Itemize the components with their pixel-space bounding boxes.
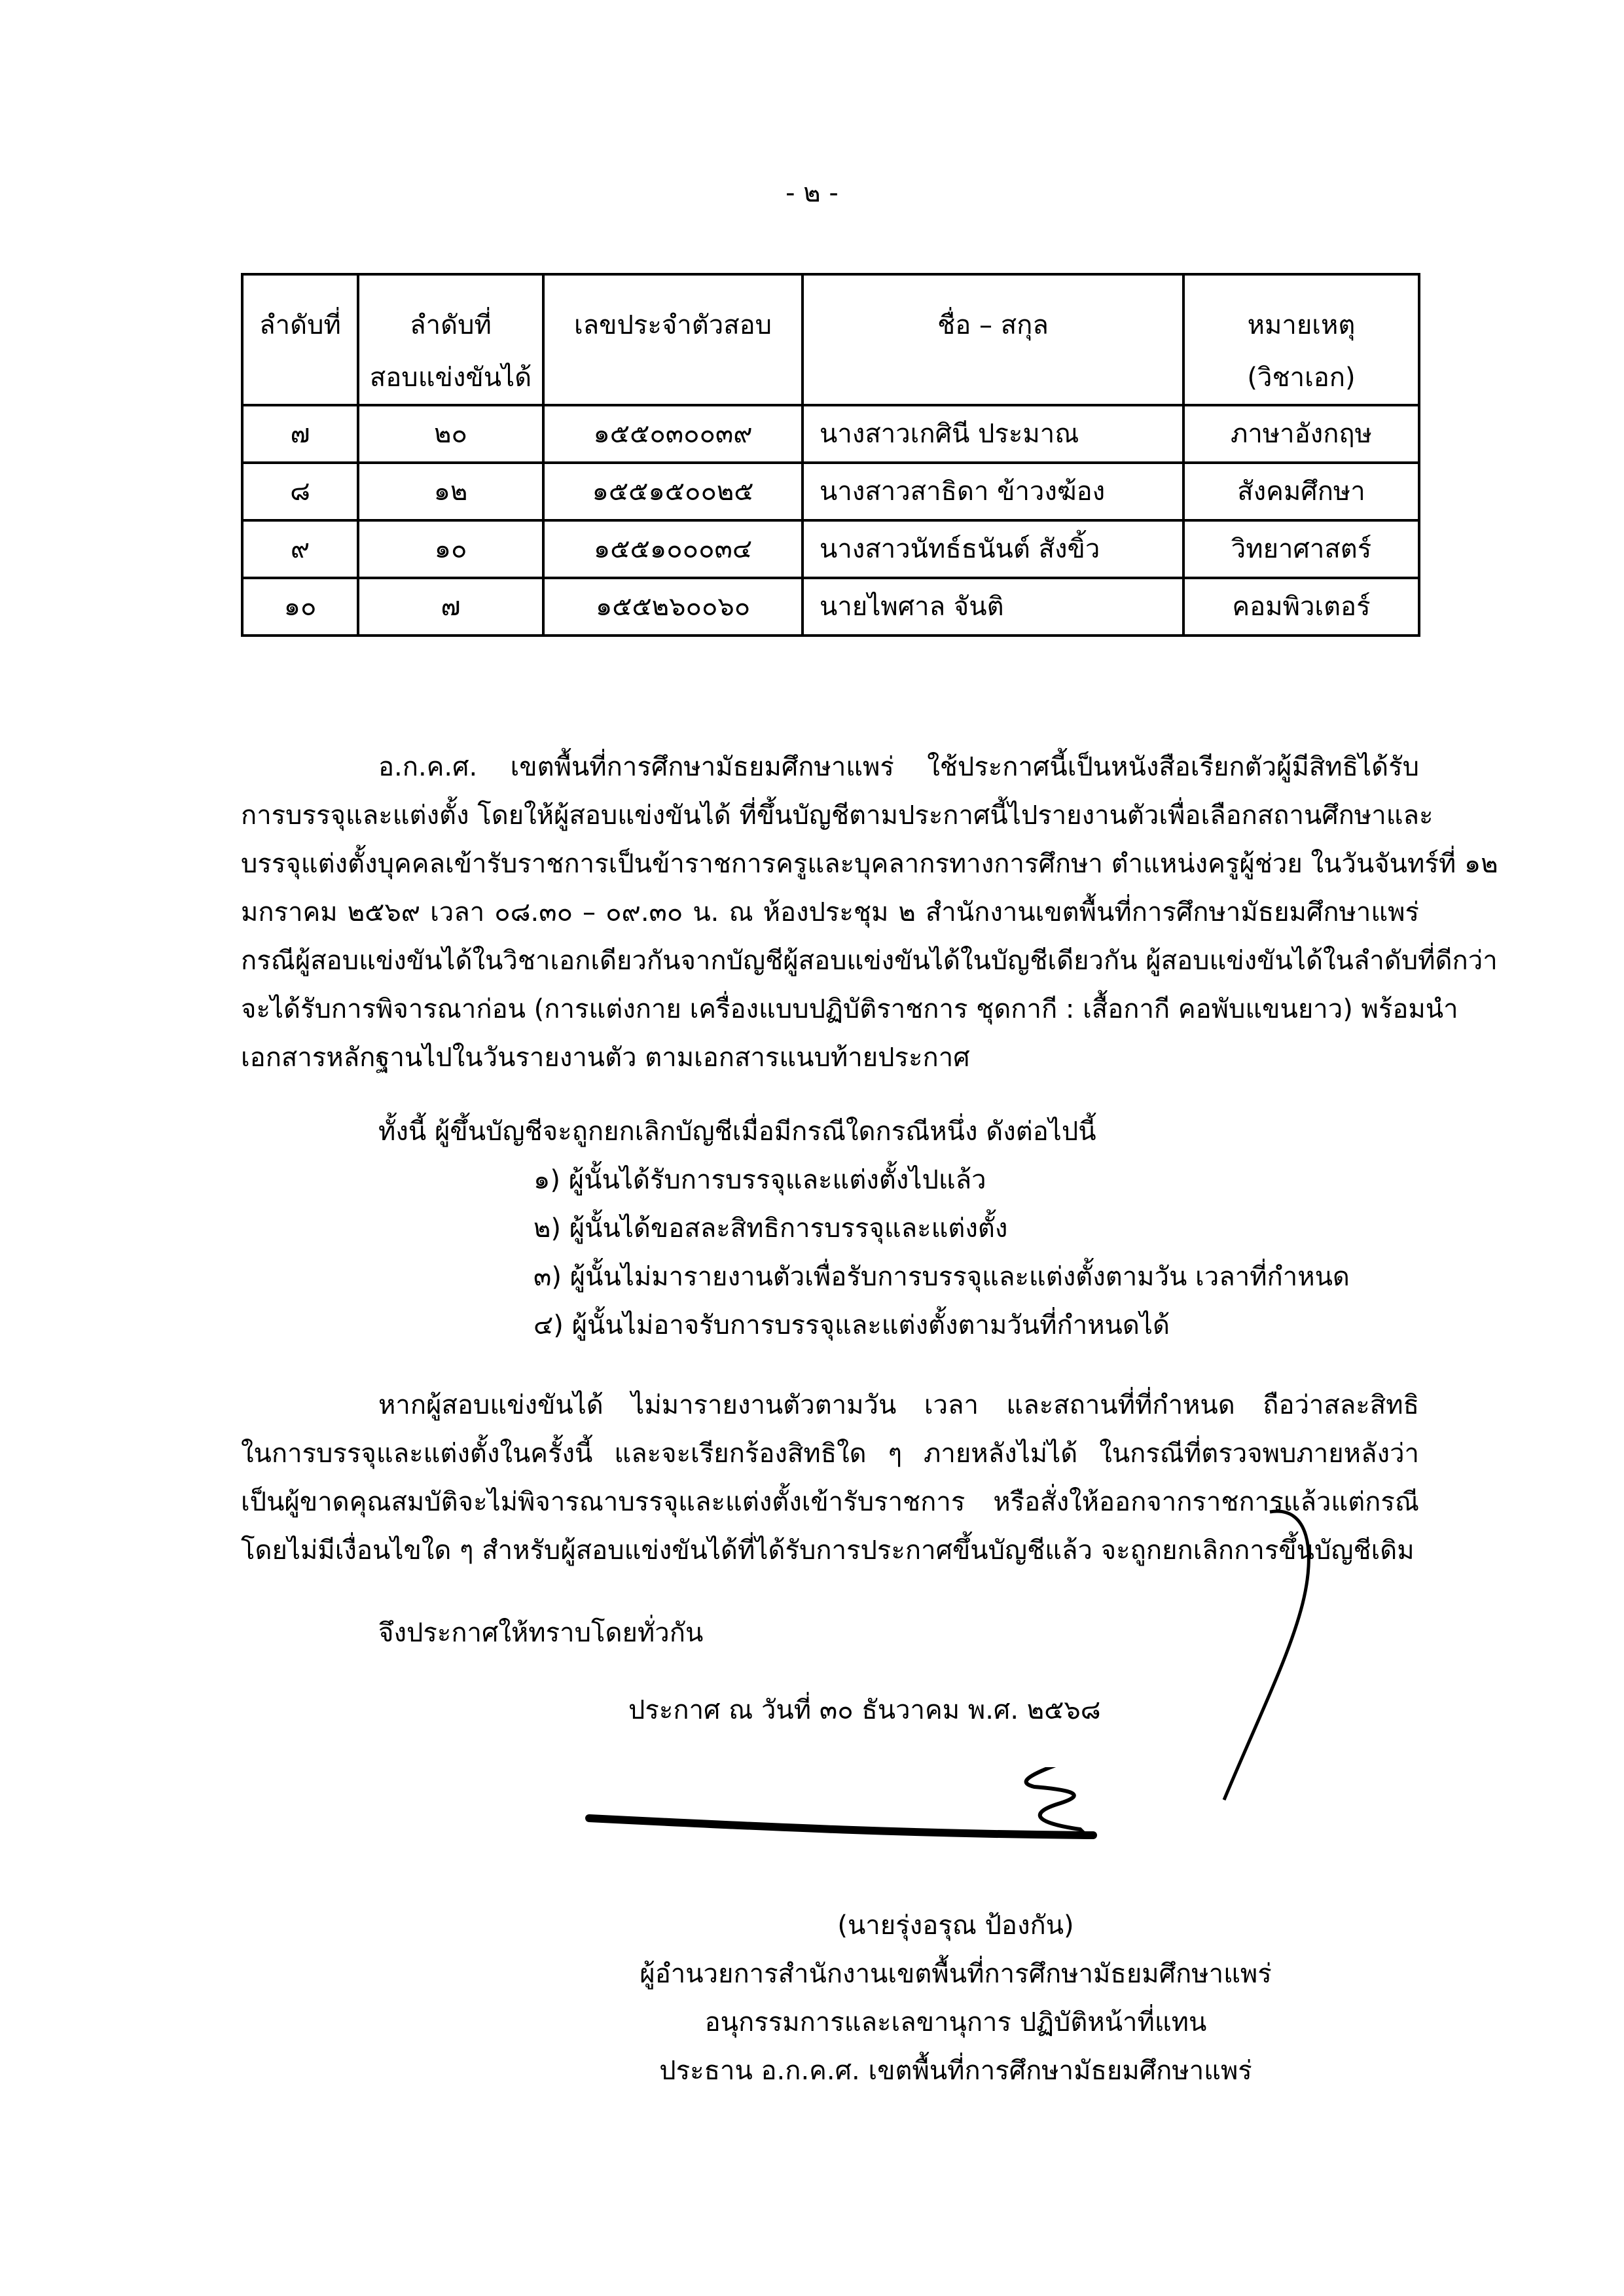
closing-statement: จึงประกาศให้ทราบโดยทั่วกัน xyxy=(378,1618,704,1648)
summons-paragraph: อ.ก.ค.ศ. เขตพื้นที่การศึกษามัธยมศึกษาแพร่ ใช้ประกาศนี้เป็นหนังสือเรียกตัวผู้มีสิทธิได้รับ การบรรจุและแต่งตั้ง โดยให้ผู้สอบแข่งขันได้ ที่ขึ้นบัญชีตามประกาศนี้ไปรายงานตัวเพื่อเลือกสถานศึกษาและ บรรจุแต่งตั้งบุคคลเข้ารับราชการเป็นข้าราชการครูและบุคลากรทางการศึกษา ตำแหน่งครูผู้ช่วย ในวันจันทร์ที่ ๑๒ มกราคม ๒๕๖๙ เวลา ๐๘.๓๐ – ๐๙.๓๐ น. ณ ห้องประชุม ๒ สำนักงานเขตพื้นที่การศึกษามัธยมศึกษาแพร่ กรณีผู้สอบแข่งขันได้ในวิชาเอกเดียวกันจากบัญชีผู้สอบแข่งขันได้ในบัญชีเดียวกัน ผู้สอบแข่งขันได้ในลำดับที่ดีกว่า จะได้รับการพิจารณาก่อน (การแต่งกาย เครื่องแบบปฏิบัติราชการ ชุดกากี : เสื้อกากี คอพับแขนยาว) พร้อมนำ เอกสารหลักฐานไปในวันรายงานตัว ตามเอกสารแนบท้ายประกาศ xyxy=(241,752,1498,1073)
list-item: ๑) ผู้นั้นได้รับการบรรจุและแต่งตั้งไปแล้ว xyxy=(533,1165,986,1195)
page-number: - ๒ - xyxy=(785,178,839,208)
signatory-block xyxy=(563,1901,1348,2095)
cancellation-intro: ทั้งนี้ ผู้ขึ้นบัญชีจะถูกยกเลิกบัญชีเมื่อมีกรณีใดกรณีหนึ่ง ดังต่อไปนี้ xyxy=(378,1117,1096,1147)
cell-name: นางสาวสาธิดา ข้าวงฆ้อง xyxy=(803,463,1183,520)
cell-exam-id: ๑๕๕๑๕๐๐๒๕ xyxy=(543,463,803,520)
cell-order: ๙ xyxy=(242,520,358,578)
table-row xyxy=(242,520,1419,578)
signature-icon xyxy=(576,1767,1231,1872)
cell-rank: ๗ xyxy=(358,578,543,636)
signatory-title: ผู้อำนวยการสำนักงานเขตพื้นที่การศึกษามัธยมศึกษาแพร่ xyxy=(640,1959,1272,1989)
header-exam-id: เลขประจำตัวสอบ xyxy=(543,274,803,405)
cell-order: ๗ xyxy=(242,405,358,463)
table-header-row xyxy=(242,274,1419,405)
table-row xyxy=(242,578,1419,636)
results-table xyxy=(241,273,1420,637)
table-row xyxy=(242,405,1419,463)
header-order: ลำดับที่ xyxy=(242,274,358,405)
announcement-date: ประกาศ ณ วันที่ ๓๐ ธันวาคม พ.ศ. ๒๕๖๘ xyxy=(628,1695,1101,1725)
cell-major: สังคมศึกษา xyxy=(1183,463,1419,520)
cell-order: ๘ xyxy=(242,463,358,520)
cell-exam-id: ๑๕๕๐๓๐๐๓๙ xyxy=(543,405,803,463)
cancellation-list xyxy=(533,1156,1350,1350)
signatory-title: อนุกรรมการและเลขานุการ ปฏิบัติหน้าที่แทน xyxy=(704,2007,1207,2037)
list-item: ๒) ผู้นั้นได้ขอสละสิทธิการบรรจุและแต่งตั้ง xyxy=(533,1213,1008,1244)
cell-exam-id: ๑๕๕๒๖๐๐๖๐ xyxy=(543,578,803,636)
header-remark: หมายเหตุ (วิชาเอก) xyxy=(1183,274,1419,405)
cell-name: นางสาวเกศินี ประมาณ xyxy=(803,405,1183,463)
cell-exam-id: ๑๕๕๑๐๐๐๓๔ xyxy=(543,520,803,578)
forfeit-paragraph: หากผู้สอบแข่งขันได้ ไม่มารายงานตัวตามวัน เวลา และสถานที่ที่กำหนด ถือว่าสละสิทธิ ในการบรรจุและแต่งตั้งในครั้งนี้ และจะเรียกร้องสิทธิใด ๆ ภายหลังไม่ได้ ในกรณีที่ตรวจพบภายหลังว่า เป็นผู้ขาดคุณสมบัติจะไม่พิจารณาบรรจุและแต่งตั้งเข้ารับราชการ หรือสั่งให้ออกจากราชการแล้วแต่กรณี โดยไม่มีเงื่อนไขใด ๆ สำหรับผู้สอบแข่งขันได้ที่ได้รับการประกาศขึ้นบัญชีแล้ว จะถูกยกเลิกการขึ้นบัญชีเดิม xyxy=(241,1390,1419,1566)
cell-rank: ๒๐ xyxy=(358,405,543,463)
table-row xyxy=(242,463,1419,520)
list-item: ๔) ผู้นั้นไม่อาจรับการบรรจุและแต่งตั้งตามวันที่กำหนดได้ xyxy=(533,1310,1170,1340)
header-rank: ลำดับที่ สอบแข่งขันได้ xyxy=(358,274,543,405)
cell-major: วิทยาศาสตร์ xyxy=(1183,520,1419,578)
list-item: ๓) ผู้นั้นไม่มารายงานตัวเพื่อรับการบรรจุและแต่งตั้งตามวัน เวลาที่กำหนด xyxy=(533,1262,1350,1292)
cell-major: ภาษาอังกฤษ xyxy=(1183,405,1419,463)
cell-order: ๑๐ xyxy=(242,578,358,636)
cell-major: คอมพิวเตอร์ xyxy=(1183,578,1419,636)
signatory-name: (นายรุ่งอรุณ ป้องกัน) xyxy=(837,1910,1074,1941)
cell-rank: ๑๒ xyxy=(358,463,543,520)
handwritten-stroke-icon xyxy=(1218,1505,1362,1806)
cell-rank: ๑๐ xyxy=(358,520,543,578)
header-name: ชื่อ – สกุล xyxy=(803,274,1183,405)
signatory-title: ประธาน อ.ก.ค.ศ. เขตพื้นที่การศึกษามัธยมศึกษาแพร่ xyxy=(659,2056,1252,2086)
cell-name: นายไพศาล จันติ xyxy=(803,578,1183,636)
cell-name: นางสาวนัทธ์ธนันต์ สังขิ้ว xyxy=(803,520,1183,578)
